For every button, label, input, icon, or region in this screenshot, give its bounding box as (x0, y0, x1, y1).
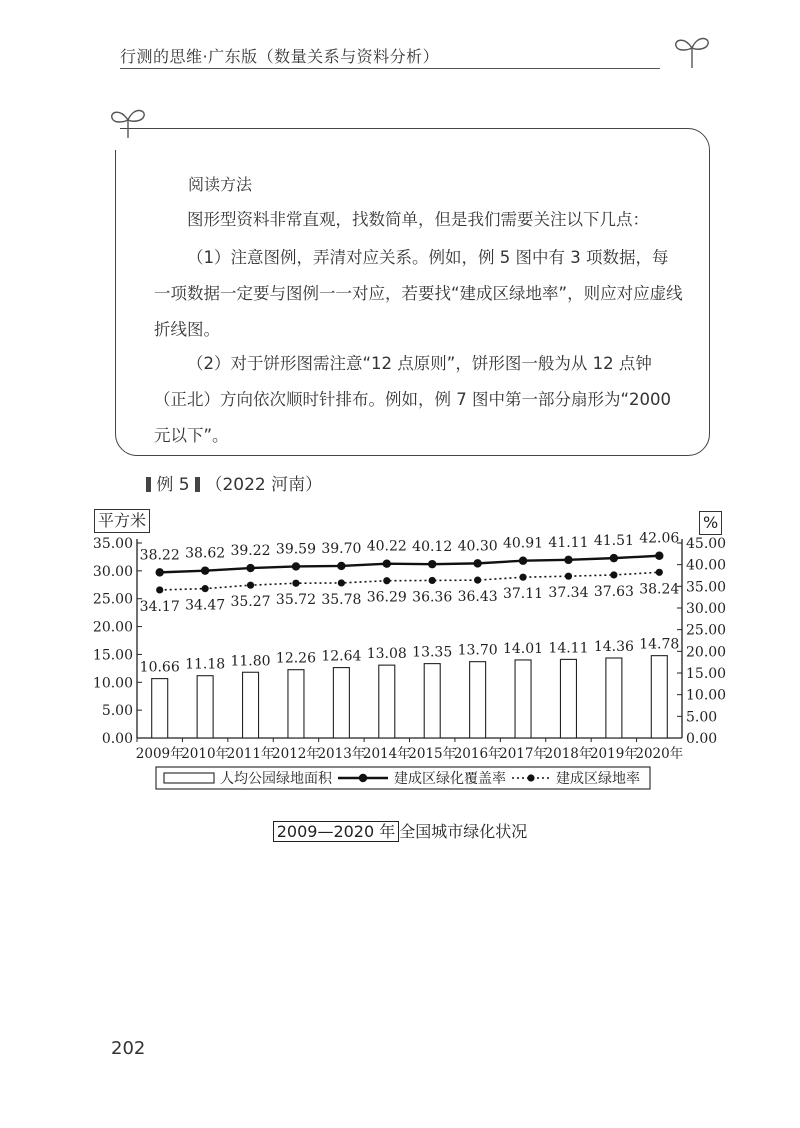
x-tick-label: 2017年 (499, 746, 547, 762)
right-tick-label: 25.00 (686, 622, 727, 639)
legend-marker-dotted (527, 774, 534, 781)
green-space-point (610, 571, 617, 578)
left-tick-label: 25.00 (92, 591, 133, 608)
bar-data-label: 12.64 (321, 648, 362, 665)
coverage-point (564, 556, 572, 564)
coverage-point (519, 557, 527, 565)
legend-marker-solid (359, 774, 367, 782)
right-tick-label: 20.00 (686, 644, 727, 661)
coverage-data-label: 38.22 (139, 547, 180, 564)
legend-swatch-bar (164, 773, 214, 783)
coverage-data-label: 40.91 (502, 535, 544, 552)
right-tick-label: 45.00 (686, 536, 727, 552)
green-space-data-label: 34.17 (139, 598, 180, 615)
green-space-point (292, 580, 299, 587)
example-source: （2022 河南） (205, 475, 323, 495)
green-space-point (338, 579, 345, 586)
green-space-point (383, 577, 390, 584)
left-tick-label: 20.00 (92, 619, 133, 636)
left-tick-label: 15.00 (92, 647, 133, 664)
x-tick-label: 2011年 (226, 746, 275, 762)
x-tick-label: 2020年 (635, 746, 684, 762)
green-space-data-label: 37.63 (593, 583, 634, 600)
bar-park-area (197, 676, 213, 738)
x-tick-label: 2016年 (453, 746, 502, 762)
left-axis-unit: 平方米 (94, 509, 150, 533)
caption-text: 全国城市绿化状况 (399, 822, 528, 841)
green-space-data-label: 36.43 (457, 589, 498, 606)
coverage-point (337, 562, 345, 570)
x-tick-label: 2013年 (317, 746, 366, 762)
bar-park-area (243, 672, 259, 738)
green-space-point (519, 574, 526, 581)
coverage-point (610, 554, 618, 562)
x-tick-label: 2015年 (408, 746, 457, 762)
green-space-point (247, 582, 254, 589)
coverage-point (655, 552, 663, 560)
bar-data-label: 14.78 (639, 636, 680, 653)
green-space-data-label: 37.34 (548, 585, 589, 602)
coverage-data-label: 39.70 (321, 540, 362, 557)
coverage-data-label: 39.22 (230, 543, 271, 560)
bar-park-area (651, 656, 667, 738)
bar-park-area (560, 659, 576, 738)
green-space-data-label: 36.36 (412, 589, 453, 606)
bar-park-area (379, 665, 395, 738)
green-space-data-label: 35.78 (321, 591, 362, 608)
green-space-data-label: 34.47 (185, 597, 226, 614)
coverage-point (473, 559, 481, 567)
bar-data-label: 11.80 (230, 653, 271, 670)
x-tick-label: 2010年 (181, 746, 230, 762)
coverage-data-label: 39.59 (275, 541, 317, 558)
green-space-data-label: 36.29 (366, 589, 407, 606)
bar-data-label: 10.66 (139, 659, 180, 676)
bar-data-label: 13.08 (366, 646, 407, 663)
coverage-point (246, 564, 254, 572)
page-number: 202 (111, 1038, 146, 1059)
green-space-data-label: 35.72 (275, 592, 317, 609)
x-tick-label: 2019年 (589, 746, 638, 762)
left-tick-label: 30.00 (92, 563, 133, 580)
legend-label-dotted: 建成区绿地率 (556, 771, 640, 787)
x-tick-label: 2014年 (362, 746, 411, 762)
legend-label-bar: 人均公园绿地面积 (220, 771, 332, 787)
green-space-point (202, 585, 209, 592)
right-tick-label: 40.00 (686, 557, 727, 574)
green-space-point (656, 569, 663, 576)
left-tick-label: 35.00 (92, 536, 133, 552)
reading-paragraph: （1）注意图例，弄清对应关系。例如，例 5 图中有 3 项数据，每一项数据一定要与图例一一对应，若要找“建成区绿地率”，则应对应虚线折线图。 (154, 248, 683, 339)
green-space-point (156, 586, 163, 593)
coverage-point (292, 562, 300, 570)
coverage-point (156, 568, 164, 576)
bar-data-label: 12.26 (275, 650, 317, 667)
bar-park-area (288, 670, 304, 738)
green-space-point (474, 577, 481, 584)
right-tick-label: 0.00 (686, 731, 718, 747)
x-tick-label: 2018年 (544, 746, 593, 762)
green-space-point (429, 577, 436, 584)
bar-park-area (333, 668, 349, 738)
bar-data-label: 14.36 (593, 638, 634, 655)
bar-park-area (470, 662, 486, 738)
coverage-point (201, 566, 209, 574)
green-space-data-label: 37.11 (502, 586, 544, 603)
bar-data-label: 14.01 (502, 640, 544, 657)
left-tick-label: 5.00 (101, 703, 133, 720)
reading-box-title: 阅读方法 (188, 175, 253, 194)
coverage-data-label: 42.06 (639, 530, 680, 547)
coverage-point (428, 560, 436, 568)
coverage-data-label: 40.30 (457, 538, 498, 555)
green-space-point (565, 573, 572, 580)
left-tick-label: 0.00 (101, 731, 133, 747)
bar-data-label: 14.11 (548, 640, 589, 657)
bar-park-area (606, 658, 622, 738)
reading-paragraph: 图形型资料非常直观，找数简单，但是我们需要关注以下几点： (187, 210, 649, 229)
reading-paragraph: （2）对于饼形图需注意“12 点原则”，饼形图一般为从 12 点钟（正北）方向依次顺时针排布。例如，例 7 图中第一部分扇形为“2000 元以下”。 (154, 354, 672, 445)
right-tick-label: 10.00 (686, 687, 727, 704)
caption-boxed-years: 2009—2020 年 (273, 821, 400, 842)
bar-park-area (152, 679, 168, 738)
right-tick-label: 5.00 (686, 709, 718, 726)
bar-data-label: 13.70 (457, 642, 498, 659)
bar-data-label: 13.35 (412, 644, 453, 661)
left-tick-label: 10.00 (92, 675, 133, 692)
bar-park-area (515, 660, 531, 738)
green-space-data-label: 35.27 (230, 594, 271, 611)
bar-park-area (424, 664, 440, 738)
coverage-point (383, 560, 391, 568)
chart-caption (0, 819, 800, 842)
x-tick-label: 2012年 (272, 746, 320, 762)
coverage-data-label: 40.22 (366, 538, 407, 555)
right-axis-unit: % (699, 511, 722, 535)
bar-data-label: 11.18 (185, 656, 226, 673)
green-space-data-label: 38.24 (639, 581, 680, 598)
legend-label-solid: 建成区绿化覆盖率 (394, 771, 506, 787)
coverage-data-label: 41.51 (593, 533, 634, 550)
running-header: 行测的思维·广东版（数量关系与资料分析） (120, 47, 440, 66)
right-tick-label: 30.00 (686, 601, 727, 617)
coverage-data-label: 41.11 (548, 534, 589, 551)
coverage-data-label: 38.62 (185, 545, 226, 562)
right-tick-label: 15.00 (686, 666, 727, 682)
coverage-data-label: 40.12 (412, 539, 453, 556)
x-tick-label: 2009年 (135, 746, 184, 762)
example-label: 例 5 (156, 475, 190, 495)
right-tick-label: 35.00 (686, 579, 727, 596)
